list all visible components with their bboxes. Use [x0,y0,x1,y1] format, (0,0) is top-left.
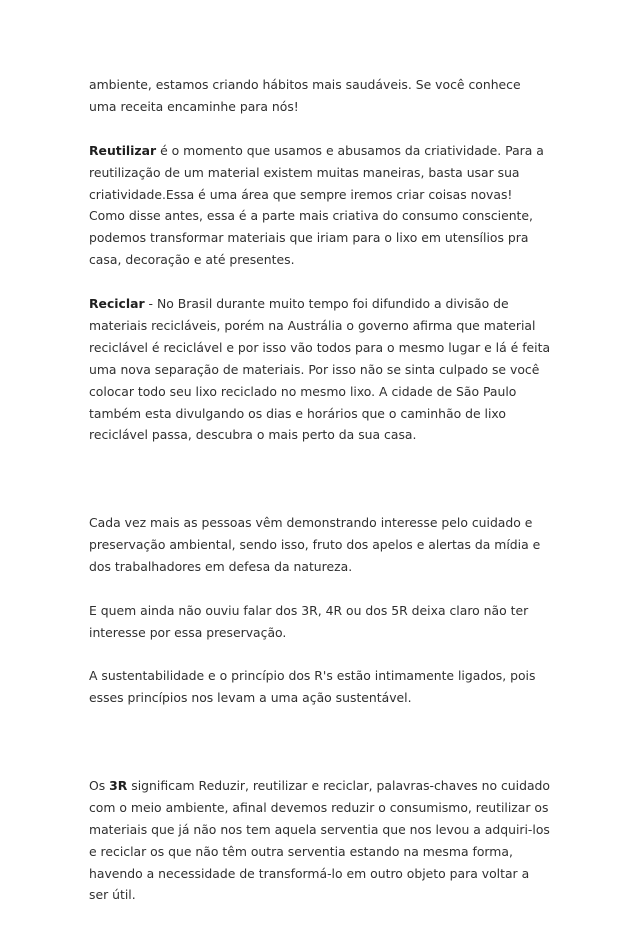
paragraph-text: é o momento que usamos e abusamos da criatividade. Para a reutilização de um material existem muitas maneiras, basta usar sua criatividade.Essa é uma área que sempre iremos criar coisas novas! Como disse antes, essa é a parte mais criativa do consumo consciente, podemos transformar materiais que iriam para o lixo em utensílios pra casa, decoração e até presentes. [89,142,544,268]
paragraph-3r-4r-5r [89,600,551,644]
paragraph-prefix: Os [89,777,110,793]
spacer [89,468,551,512]
term-reciclar: Reciclar [89,296,145,312]
paragraph-text: significam Reduzir, reutilizar e reciclar, palavras-chaves no cuidado com o meio ambiente, afinal devemos reduzir o consumismo, reutilizar os materiais que já não nos tem aquela serventia que nos levou a adquiri-los e reciclar os que não têm outra serventia estando na mesma forma, havendo a necessidade de transformá-lo em outro objeto para voltar a ser útil. [89,777,550,903]
paragraph-interesse [89,512,551,578]
paragraph-sustentabilidade [89,665,551,709]
paragraph-text: A sustentabilidade e o princípio dos R's estão intimamente ligados, pois esses princípios nos levam a uma ação sustentável. [89,668,536,706]
paragraph-text: E quem ainda não ouviu falar dos 3R, 4R ou dos 5R deixa claro não ter interesse por essa preservação. [89,602,529,640]
term-reutilizar: Reutilizar [89,142,157,158]
paragraph-ambiente [89,74,551,118]
term-3r: 3R [109,777,128,793]
paragraph-text: ambiente, estamos criando hábitos mais saudáveis. Se você conhece uma receita encaminhe para nós! [89,77,521,114]
paragraph-3r [89,775,551,906]
paragraph-reutilizar [89,140,551,271]
paragraph-reciclar [89,293,551,446]
paragraph-text: - No Brasil durante muito tempo foi difundido a divisão de materiais recicláveis, porém na Austrália o governo afirma que material reciclável é reciclável e por isso vão todos para o mesmo lugar e lá é feita uma nova separação de materiais. Por isso não se sinta culpado se você colocar todo seu lixo reciclado no mesmo lixo. A cidade de São Paulo também esta divulgando os dias e horários que o caminhão de lixo reciclável passa, descubra o mais perto da sua casa. [89,296,551,443]
document-page [89,74,551,928]
paragraph-text: Cada vez mais as pessoas vêm demonstrando interesse pelo cuidado e preservação ambiental, sendo isso, fruto dos apelos e alertas da mídia e dos trabalhadores em defesa da natureza. [89,515,541,574]
spacer [89,731,551,775]
